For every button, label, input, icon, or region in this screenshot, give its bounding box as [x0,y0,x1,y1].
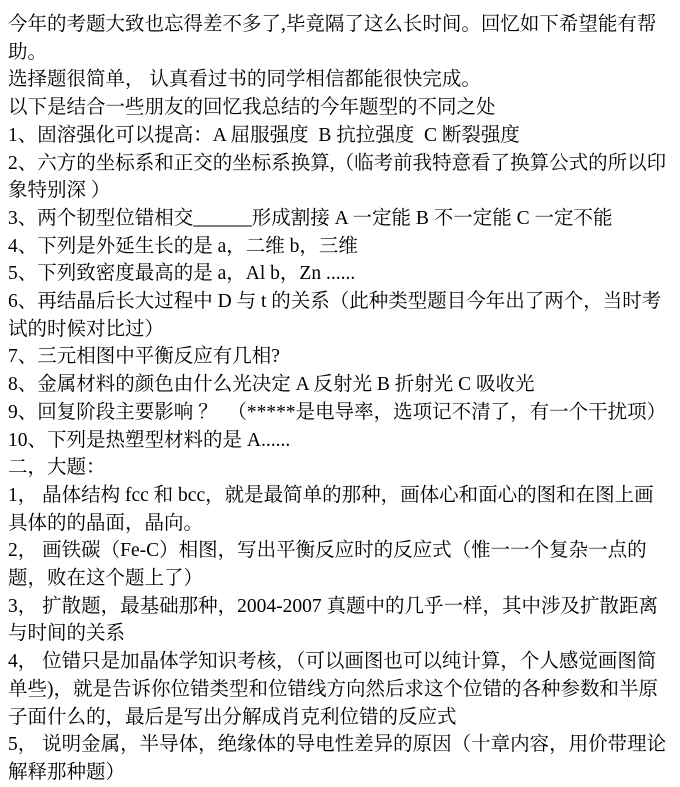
choice-question-10: 10、下列是热塑型材料的是 A...... [8,429,291,451]
intro-line: 以下是结合一些朋友的回忆我总结的今年题型的不同之处 [8,97,496,119]
choice-question-6: 6、再结晶后长大过程中 D 与 t 的关系（此种类型题目今年出了两个，当时考试的时候对比过） [8,291,662,340]
section-two-heading: 二，大题： [8,457,106,479]
choice-question-7: 7、三元相图中平衡反应有几相? [8,346,280,368]
big-question-3: 3， 扩散题，最基础那种，2004-2007 真题中的几乎一样，其中涉及扩散距离与时间的关系 [8,595,658,645]
intro-line: 今年的考题大致也忘得差不多了,毕竟隔了这么长时间。回忆如下希望能有帮助。 [8,14,657,63]
choice-question-9: 9、回复阶段主要影响 ？ （*****是电导率，选项记不清了，有一个干扰项） [8,401,667,423]
big-question-2: 2， 画铁碳（Fe-C）相图，写出平衡反应时的反应式（惟一一个复杂一点的题，败在这个题上了） [8,540,647,590]
choice-question-5: 5、下列致密度最高的是 a，Al b，Zn ...... [8,263,356,285]
big-question-5: 5， 说明金属，半导体，绝缘体的导电性差异的原因（十章内容，用价带理论解释那种题） [8,734,667,783]
choice-question-2: 2、六方的坐标系和正交的坐标系换算,（临考前我特意看了换算公式的所以印象特别深 ） [8,152,667,202]
intro-line: 选择题很简单， 认真看过书的同学相信都能很快完成。 [8,69,481,91]
choice-question-3: 3、两个韧型位错相交______形成割接 A 一定能 B 不一定能 C 一定不能 [8,207,613,229]
big-question-1: 1， 晶体结构 fcc 和 bcc，就是最简单的那种，画体心和面心的图和在图上画具体的的晶面，晶向。 [8,484,654,534]
choice-question-1: 1、固溶强化可以提高：A 屈服强度 B 抗拉强度 C 断裂强度 [8,124,520,146]
choice-question-4: 4、下列是外延生长的是 a，二维 b，三维 [8,235,358,257]
choice-question-8: 8、金属材料的颜色由什么光决定 A 反射光 B 折射光 C 吸收光 [8,374,535,396]
big-question-4: 4， 位错只是加晶体学知识考核，（可以画图也可以纯计算，个人感觉画图简单些)，就是告诉你位错类型和位错线方向然后求这个位错的各种参数和半原子面什么的，最后是写出分解成肖克利位错的反应式 [8,651,658,728]
